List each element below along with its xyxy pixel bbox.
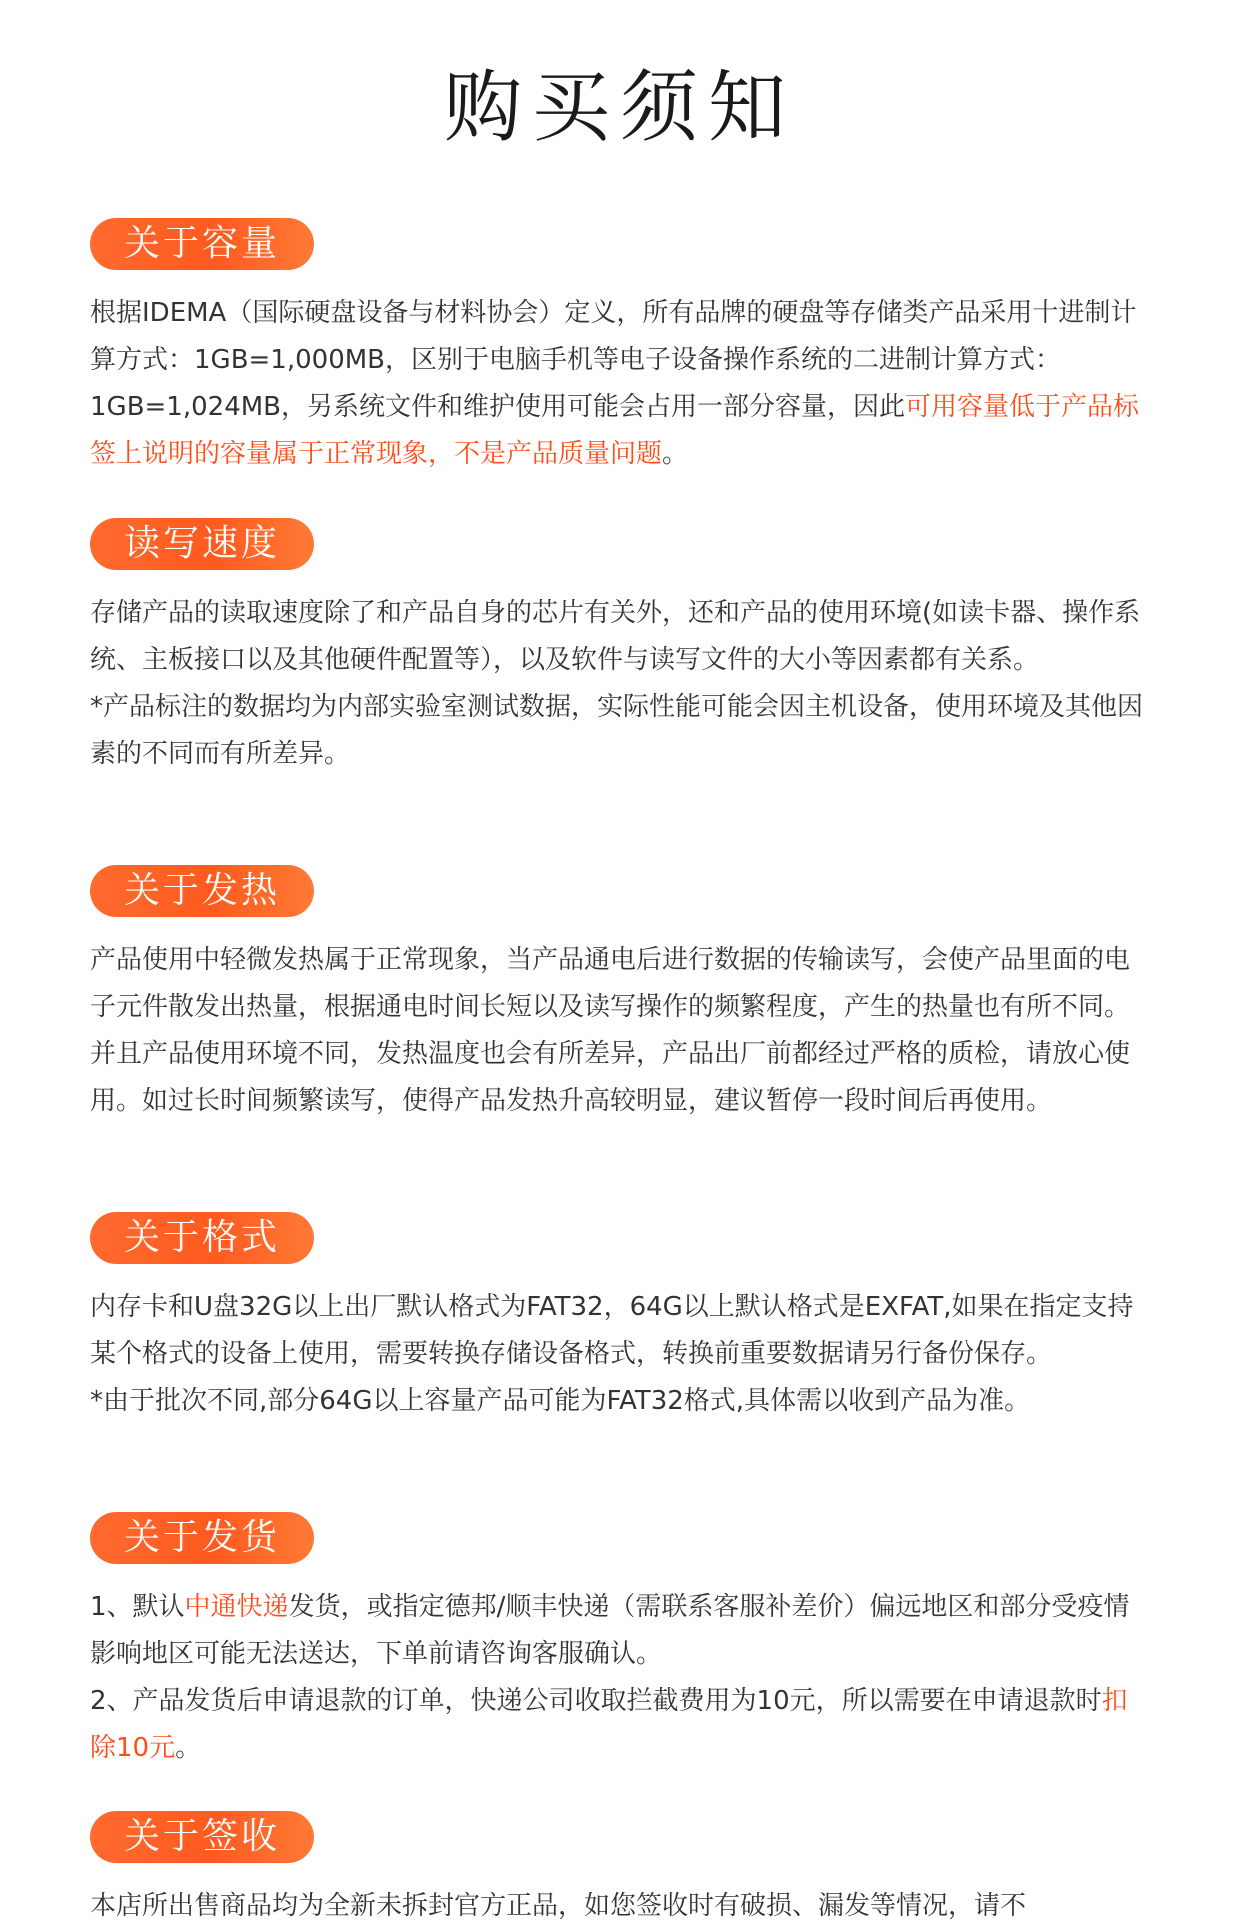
highlight-text: 扣除10元 — [90, 1686, 1128, 1763]
paragraph — [90, 684, 1150, 778]
section-format — [90, 1212, 1150, 1425]
text-run: 。 — [662, 439, 689, 469]
text-run: 发货，或指定德邦/顺丰快递（需联系客服补差价）偏远地区和部分受疫情影响地区可能无法送达，下单前请咨询客服确认。 — [90, 1592, 1130, 1669]
text-run: 存储产品的读取速度除了和产品自身的芯片有关外，还和产品的使用环境(如读卡器、操作系统、主板接口以及其他硬件配置等），以及软件与读写文件的大小等因素都有关系。 — [90, 598, 1141, 675]
paragraph — [90, 937, 1150, 1125]
section-speed — [90, 518, 1150, 778]
highlight-text: 可用容量低于产品标签上说明的容量属于正常现象，不是产品质量问题 — [90, 392, 1140, 469]
paragraph — [90, 1883, 1150, 1920]
highlight-text: 中通快递 — [184, 1592, 289, 1622]
text-run: *由于批次不同,部分64G以上容量产品可能为FAT32格式,具体需以收到产品为准。 — [90, 1386, 1031, 1416]
text-run: 产品使用中轻微发热属于正常现象，当产品通电后进行数据的传输读写，会使产品里面的电子元件散发出热量，根据通电时间长短以及读写操作的频繁程度，产生的热量也有所不同。并且产品使用环境不同，发热温度也会有所差异，产品出厂前都经过严格的质检，请放心使用。如过长时间频繁读写，使得产品发热升高较明显，建议暂停一段时间后再使用。 — [90, 945, 1131, 1116]
section-shipping — [90, 1512, 1150, 1772]
page-title: 购买须知 — [443, 63, 796, 153]
paragraph — [90, 1284, 1150, 1378]
paragraph — [90, 1378, 1150, 1425]
text-run: 2、产品发货后申请退款的订单，快递公司收取拦截费用为10元，所以需要在申请退款时 — [90, 1686, 1102, 1716]
section-body — [90, 1584, 1150, 1772]
text-run: 内存卡和U盘32G以上出厂默认格式为FAT32，64G以上默认格式是EXFAT,如果在指定支持某个格式的设备上使用，需要转换存储设备格式，转换前重要数据请另行备份保存。 — [90, 1292, 1134, 1369]
section-capacity — [90, 218, 1150, 478]
section-heading: 关于发热 — [90, 865, 314, 917]
text-run: 本店所出售商品均为全新未拆封官方正品，如您签收时有破损、漏发等情况，请不 — [90, 1891, 1027, 1920]
paragraph — [90, 590, 1150, 684]
section-heading: 关于格式 — [90, 1212, 314, 1264]
text-run: 。 — [175, 1733, 202, 1763]
section-receipt — [90, 1811, 1150, 1920]
section-body — [90, 590, 1150, 778]
text-run: *产品标注的数据均为内部实验室测试数据，实际性能可能会因主机设备，使用环境及其他因素的不同而有所差异。 — [90, 692, 1144, 769]
text-run: 根据IDEMA（国际硬盘设备与材料协会）定义，所有品牌的硬盘等存储类产品采用十进制计算方式：1GB=1,000MB，区别于电脑手机等电子设备操作系统的二进制计算方式：1GB=1,024MB，另系统文件和维护使用可能会占用一部分容量，因此 — [90, 298, 1137, 422]
section-heading: 关于容量 — [90, 218, 314, 270]
section-body — [90, 290, 1150, 478]
paragraph — [90, 290, 1150, 478]
section-heading: 关于签收 — [90, 1811, 314, 1863]
section-heading: 读写速度 — [90, 518, 314, 570]
section-body — [90, 1284, 1150, 1425]
section-body — [90, 937, 1150, 1125]
section-heat — [90, 865, 1150, 1125]
text-run: 1、默认 — [90, 1592, 185, 1622]
section-body — [90, 1883, 1150, 1920]
section-heading: 关于发货 — [90, 1512, 314, 1564]
paragraph — [90, 1584, 1150, 1678]
paragraph — [90, 1678, 1150, 1772]
